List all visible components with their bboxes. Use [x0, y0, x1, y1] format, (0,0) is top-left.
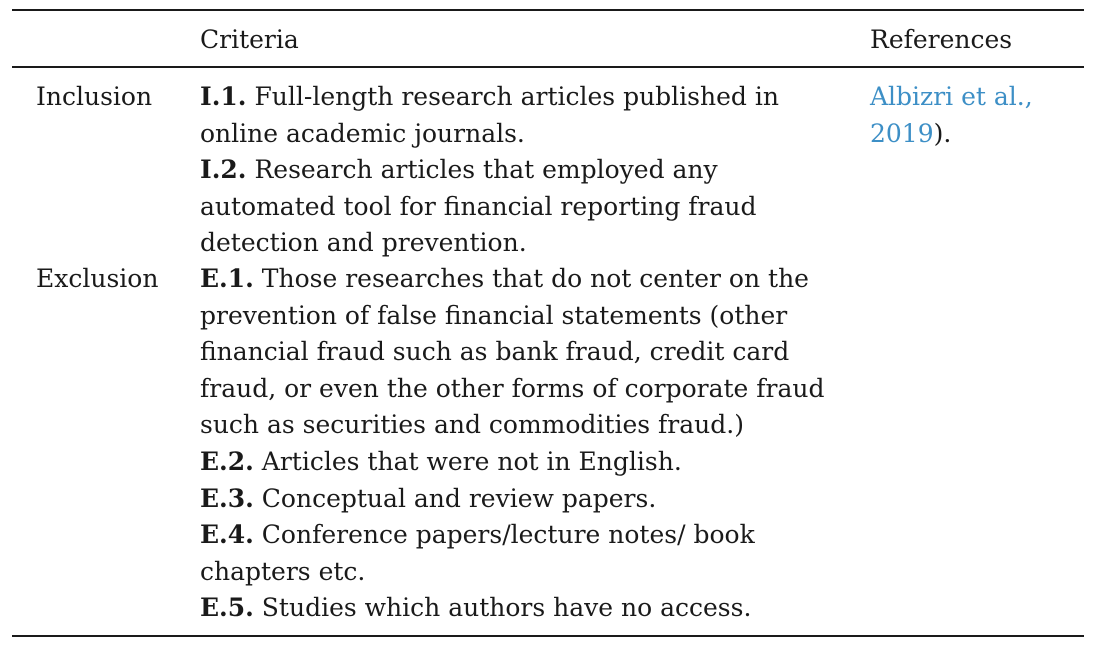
inclusion-reference-cell — [870, 79, 1070, 152]
criterion-item — [200, 444, 840, 481]
criterion-item — [200, 517, 840, 590]
reference-link[interactable]: Albizri et al., 2019 — [870, 82, 1033, 148]
criterion-text: Conference papers/lecture notes/ book chapters etc. — [200, 520, 755, 586]
reference-suffix: ). — [933, 118, 952, 148]
criterion-text: Studies which authors have no access. — [253, 593, 752, 623]
row-label-exclusion: Exclusion — [36, 264, 159, 293]
criterion-item — [200, 152, 840, 262]
header-criteria: Criteria — [200, 25, 299, 54]
criterion-code: I.2. — [200, 155, 247, 185]
criteria-table — [12, 9, 1084, 639]
criterion-code: E.5. — [200, 593, 254, 623]
criterion-code: E.4. — [200, 520, 254, 550]
exclusion-criteria-cell — [200, 261, 840, 627]
criterion-text: Research articles that employed any automated tool for financial reporting fraud detection and prevention. — [200, 155, 757, 258]
criterion-item — [200, 79, 840, 152]
row-label-inclusion: Inclusion — [36, 82, 153, 111]
table-top-rule — [12, 9, 1084, 11]
criterion-code: E.2. — [200, 446, 254, 476]
criterion-text: Those researches that do not center on the prevention of false financial statements (other financial fraud such as bank fraud, credit card fraud, or even the other forms of corporate fraud such as securities and commodities fraud.) — [200, 264, 825, 440]
table-header-rule — [12, 66, 1084, 68]
criterion-text: Conceptual and review papers. — [253, 483, 657, 513]
criterion-text: Full-length research articles published in online academic journals. — [200, 82, 779, 148]
inclusion-criteria-cell — [200, 79, 840, 262]
criterion-code: E.3. — [200, 483, 254, 513]
criterion-code: E.1. — [200, 264, 254, 293]
table-bottom-rule — [12, 635, 1084, 637]
header-references: References — [870, 25, 1013, 54]
criterion-item — [200, 481, 840, 518]
criterion-text: Articles that were not in English. — [253, 446, 682, 476]
criterion-code: I.1. — [200, 82, 247, 111]
criterion-item — [200, 261, 840, 444]
criterion-item — [200, 590, 840, 627]
